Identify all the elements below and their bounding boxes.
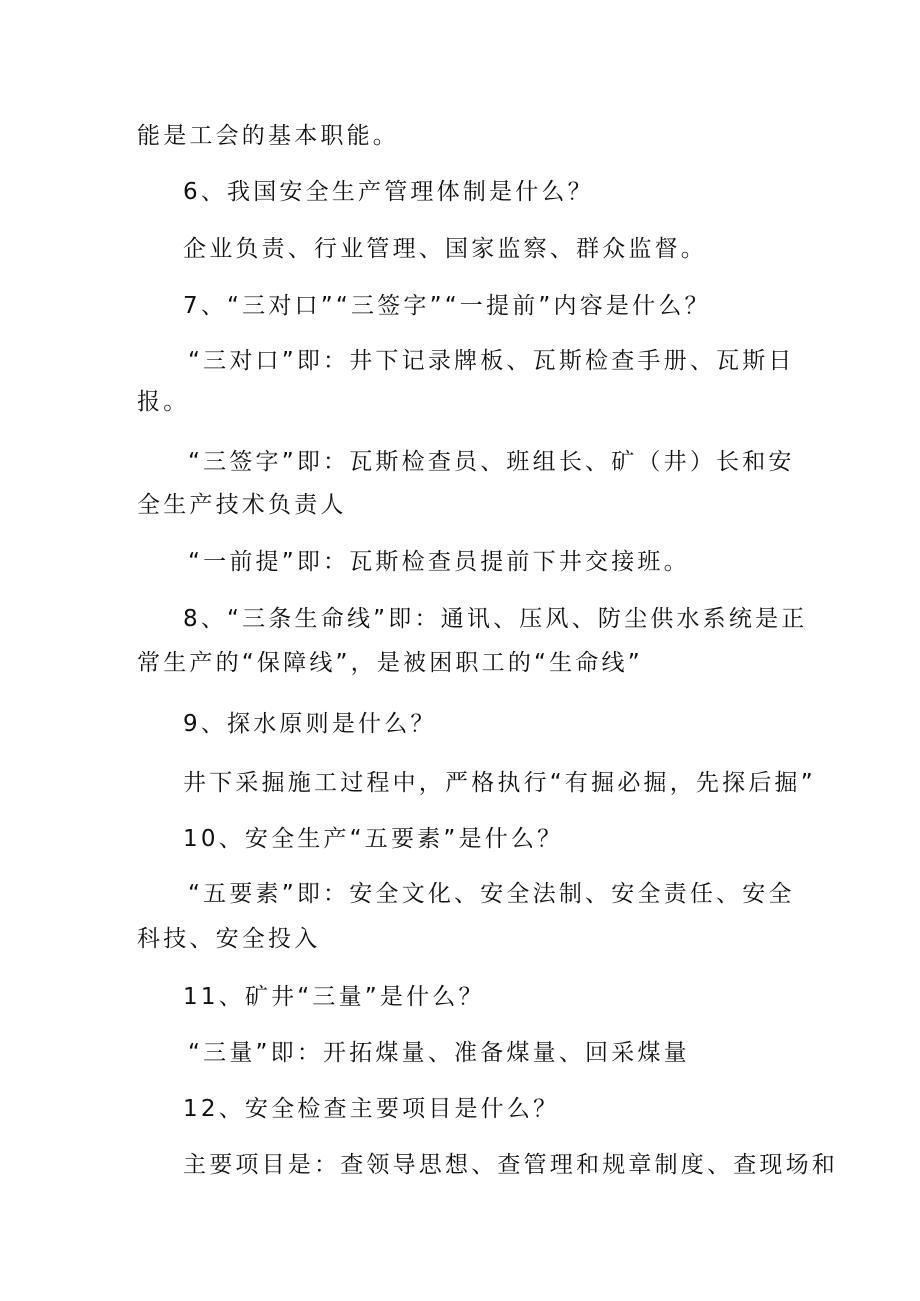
answer-7-line-3: “三签字”即：瓦斯检查员、班组长、矿（井）长和安	[188, 449, 795, 475]
question-10: 10、安全生产“五要素”是什么？	[183, 826, 564, 852]
answer-6: 企业负责、行业管理、国家监察、群众监督。	[183, 236, 707, 262]
answer-7-line-5: “一前提”即：瓦斯检查员提前下井交接班。	[188, 549, 690, 575]
answer-9: 井下采掘施工过程中，严格执行“有掘必掘，先探后掘”	[183, 770, 816, 796]
item-8-line-2: 常生产的“保障线”，是被困职工的“生命线”	[137, 650, 643, 676]
question-9: 9、探水原则是什么？	[183, 711, 437, 737]
answer-10-line-1: “五要素”即：安全文化、安全法制、安全责任、安全	[188, 881, 795, 907]
question-12: 12、安全检查主要项目是什么？	[183, 1096, 560, 1122]
answer-7-line-2: 报。	[137, 389, 190, 415]
answer-7-line-4: 全生产技术负责人	[137, 492, 347, 518]
item-8-line-1: 8、“三条生命线”即：通讯、压风、防尘供水系统是正	[183, 606, 808, 632]
answer-10-line-2: 科技、安全投入	[137, 926, 321, 952]
text-line-continuation: 能是工会的基本职能。	[137, 123, 399, 149]
question-7: 7、“三对口”“三签字”“一提前”内容是什么？	[183, 293, 711, 319]
question-6: 6、我国安全生产管理体制是什么？	[183, 179, 594, 205]
question-11: 11、矿井“三量”是什么？	[183, 984, 485, 1010]
answer-11: “三量”即：开拓煤量、准备煤量、回采煤量	[188, 1040, 690, 1066]
answer-12-line-1: 主要项目是：查领导思想、查管理和规章制度、查现场和	[183, 1152, 838, 1178]
answer-7-line-1: “三对口”即：井下记录牌板、瓦斯检查手册、瓦斯日	[188, 348, 795, 374]
